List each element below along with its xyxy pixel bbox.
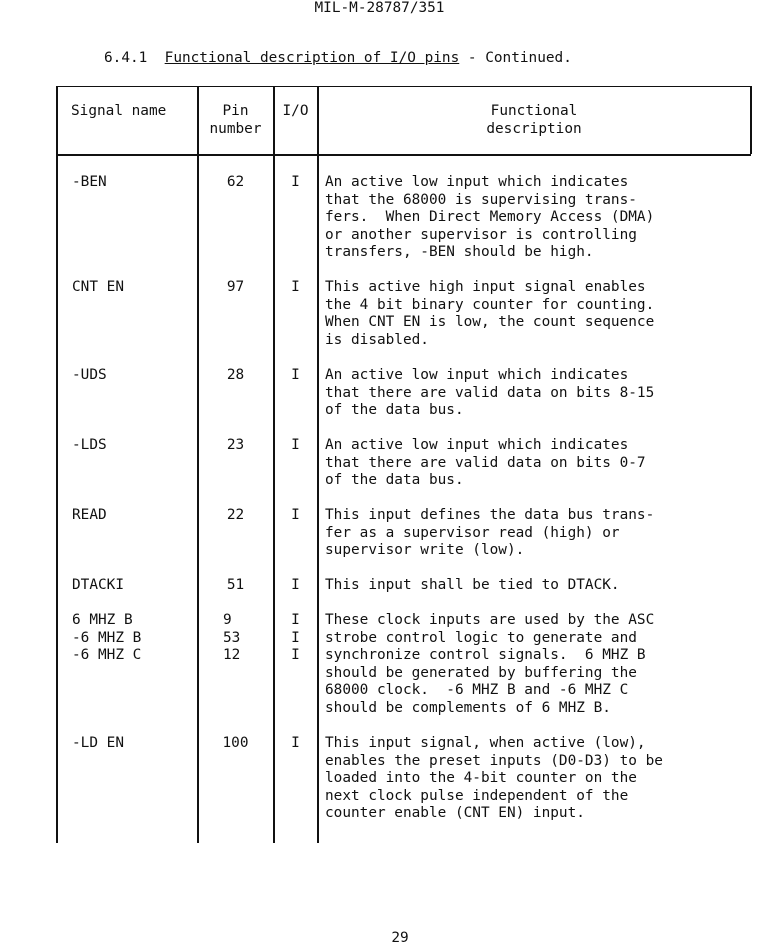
column-header-io: I/O xyxy=(282,103,309,119)
pin-number-line: 97 xyxy=(226,279,245,295)
signal-name-line: -LDS xyxy=(72,437,107,453)
io-direction-line: I xyxy=(291,577,300,593)
functional-description xyxy=(325,174,654,262)
functional-description-line: An active low input which indicates xyxy=(325,437,629,453)
functional-description xyxy=(325,279,654,349)
functional-description-line: This input signal, when active (low), xyxy=(325,735,646,751)
signal-name-line: -LD EN xyxy=(72,735,124,751)
signal-name xyxy=(72,577,124,595)
signal-name-line: -6 MHZ C xyxy=(72,647,142,664)
signal-name xyxy=(72,174,107,192)
functional-description-line: When CNT EN is low, the count sequence xyxy=(325,314,655,331)
signal-name xyxy=(72,367,107,385)
pin-number-line: 9 xyxy=(223,612,232,628)
functional-description-line: that the 68000 is supervising trans- xyxy=(325,191,637,208)
signal-name-line: -6 MHZ B xyxy=(72,629,142,646)
signal-name xyxy=(72,507,107,525)
column-header-func-line1: Functional xyxy=(490,103,578,119)
functional-description-line: fers. When Direct Memory Access (DMA) xyxy=(325,209,655,226)
functional-description-line: An active low input which indicates xyxy=(325,174,629,190)
functional-description-line: supervisor write (low). xyxy=(325,542,525,559)
functional-description xyxy=(325,507,654,560)
pin-number xyxy=(198,507,273,525)
functional-description-line: transfers, -BEN should be high. xyxy=(325,244,594,261)
io-direction-line: I xyxy=(291,507,300,523)
functional-description-line: synchronize control signals. 6 MHZ B xyxy=(325,647,646,664)
signal-name-line: -UDS xyxy=(72,367,107,383)
io-direction-line: I xyxy=(291,367,300,383)
pin-number-line: 12 xyxy=(223,647,241,664)
section-title-suffix: - Continued. xyxy=(459,50,572,66)
pin-description-table xyxy=(56,86,751,843)
signal-name-line: DTACKI xyxy=(72,577,124,593)
functional-description-line: This input defines the data bus trans- xyxy=(325,507,655,523)
document-id: MIL-M-28787/351 xyxy=(314,0,445,16)
page-number: 29 xyxy=(391,930,409,946)
signal-name xyxy=(72,735,124,753)
column-header-signal-name: Signal name xyxy=(71,103,167,119)
signal-name-line: CNT EN xyxy=(72,279,124,295)
table-top-rule xyxy=(56,86,751,87)
functional-description-line: next clock pulse independent of the xyxy=(325,787,629,804)
pin-number-line: 23 xyxy=(226,437,245,453)
functional-description-line: These clock inputs are used by the ASC xyxy=(325,612,655,628)
io-direction-line: I xyxy=(291,174,300,190)
functional-description xyxy=(325,367,654,420)
io-direction xyxy=(274,174,317,192)
column-divider-io xyxy=(273,86,275,843)
column-header-functional-description xyxy=(318,103,750,138)
pin-number xyxy=(198,174,273,192)
functional-description xyxy=(325,612,654,718)
io-direction xyxy=(274,612,317,665)
signal-name xyxy=(72,612,141,665)
io-direction xyxy=(274,437,317,455)
pin-number-line: 100 xyxy=(222,735,249,751)
pin-number-line: 51 xyxy=(226,577,245,593)
pin-number-line: 22 xyxy=(226,507,245,523)
functional-description-line: 68000 clock. -6 MHZ B and -6 MHZ C xyxy=(325,682,629,699)
io-direction xyxy=(274,577,317,595)
functional-description-line: the 4 bit binary counter for counting. xyxy=(325,296,655,313)
pin-number xyxy=(198,437,273,455)
functional-description-line: that there are valid data on bits 8-15 xyxy=(325,384,655,401)
functional-description xyxy=(325,437,646,490)
functional-description-line: loaded into the 4-bit counter on the xyxy=(325,770,637,787)
functional-description xyxy=(325,577,620,595)
pin-number-line: 62 xyxy=(226,174,245,190)
pin-number xyxy=(198,279,273,297)
functional-description-line: This input shall be tied to DTACK. xyxy=(325,577,620,593)
signal-name xyxy=(72,279,124,297)
functional-description-line: should be complements of 6 MHZ B. xyxy=(325,699,611,716)
functional-description-line: that there are valid data on bits 0-7 xyxy=(325,454,646,471)
functional-description-line: should be generated by buffering the xyxy=(325,664,637,681)
io-direction xyxy=(274,735,317,753)
column-header-pin-line2: number xyxy=(209,120,262,137)
section-heading xyxy=(104,50,572,68)
io-direction-line: I xyxy=(291,629,300,646)
pin-number xyxy=(198,577,273,595)
column-header-pin-line1: Pin xyxy=(222,103,249,119)
table-header-rule xyxy=(56,154,751,156)
table-right-border xyxy=(750,86,752,154)
pin-number-line: 28 xyxy=(226,367,245,383)
functional-description-line: fer as a supervisor read (high) or xyxy=(325,524,620,541)
pin-number xyxy=(223,612,240,665)
signal-name-line: 6 MHZ B xyxy=(72,612,133,628)
io-direction xyxy=(274,367,317,385)
functional-description-line: or another supervisor is controlling xyxy=(325,226,637,243)
functional-description-line: counter enable (CNT EN) input. xyxy=(325,805,585,822)
functional-description-line: This active high input signal enables xyxy=(325,279,646,295)
io-direction xyxy=(274,279,317,297)
functional-description-line: of the data bus. xyxy=(325,472,464,489)
section-title: Functional description of I/O pins xyxy=(164,50,460,66)
column-divider-pin xyxy=(197,86,199,843)
table-left-border xyxy=(56,86,58,843)
column-header-func-line2: description xyxy=(486,120,582,137)
functional-description xyxy=(325,735,663,823)
section-number: 6.4.1 xyxy=(104,50,148,66)
signal-name-line: READ xyxy=(72,507,107,523)
io-direction-line: I xyxy=(291,612,300,628)
io-direction-line: I xyxy=(291,437,300,453)
signal-name xyxy=(72,437,107,455)
functional-description-line: of the data bus. xyxy=(325,402,464,419)
io-direction-line: I xyxy=(291,279,300,295)
functional-description-line: strobe control logic to generate and xyxy=(325,629,637,646)
pin-number-line: 53 xyxy=(223,629,241,646)
pin-number xyxy=(198,735,273,753)
column-divider-description xyxy=(317,86,319,843)
io-direction-line: I xyxy=(291,647,300,664)
functional-description-line: is disabled. xyxy=(325,331,429,348)
io-direction-line: I xyxy=(291,735,300,751)
signal-name-line: -BEN xyxy=(72,174,107,190)
io-direction xyxy=(274,507,317,525)
functional-description-line: enables the preset inputs (D0-D3) to be xyxy=(325,752,663,769)
column-header-pin-number xyxy=(198,103,273,138)
pin-number xyxy=(198,367,273,385)
functional-description-line: An active low input which indicates xyxy=(325,367,629,383)
